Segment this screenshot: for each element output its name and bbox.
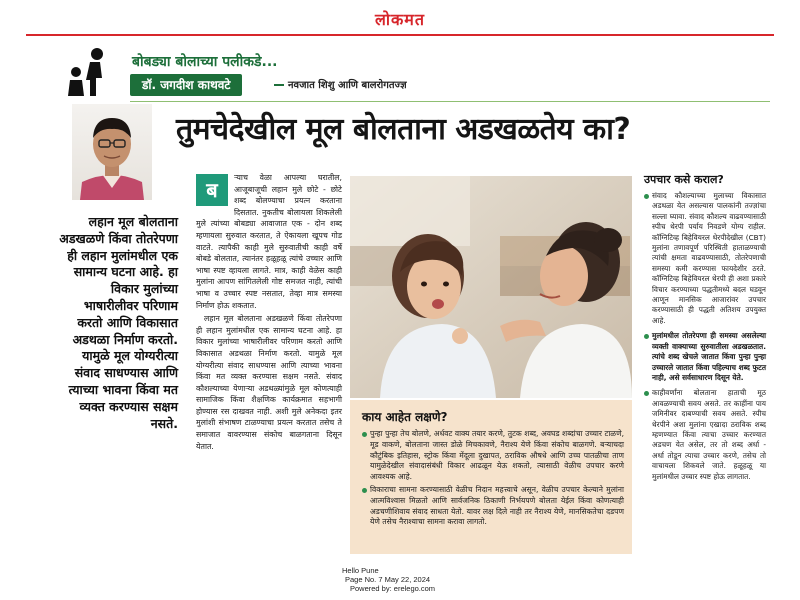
author-name: डॉ. जगदीश काथवटे	[130, 74, 242, 96]
pull-quote: लहान मूल बोलताना अडखळणे किंवा तोतरेपणा ही लहान मुलांमधील एक सामान्य घटना आहे. हा विकार मुलांच्या भाषारीलीवर परिणाम करतो आणि विकासात अडथळा निर्माण करतो. यामुळे मूल योग्यरीत्या संवाद साधण्यास आणि त्याच्या भावना किंवा मत व्यक्त करण्यास सक्षम नसते.	[59, 214, 178, 431]
treatment-list	[644, 191, 766, 482]
symptom-item: पुन्हा पुन्हा तेच बोलणे, अर्धवट वाक्य तयार करणे, तुटक शब्द, अवघड शब्दांचा उच्चार टाळणे, मूड वाकणे, बोलताना जास्त डोळे मिचकावणे, नैराश्य येणे किंवा संकोच बाळगणे. बऱ्याचदा कौटुंबिक इतिहास, स्ट्रोक किंवा मेंदूला दुखापत, ठराविक औषधे आणि उच्च पातळीचा ताण यामुळेदेखील संवादासंबंधी विकार आढळून येऊ शकतो, त्यासाठी वेळीच उपचार करणे आवश्यक आहे.	[362, 429, 624, 483]
newspaper-logo: लोकमत	[375, 10, 425, 29]
masthead	[26, 4, 774, 32]
page-footer	[326, 566, 526, 593]
symptom-item: विकाराचा सामना करण्यासाठी वेळीच निदान महत्त्वाचे असून, वेळीच उपचार केल्याने मुलांना आत्मविश्वास मिळतो आणि सार्वजनिक ठिकाणी निर्भयपणे बोलता येईल किंवा कोणत्याही अडचणीशिवाय संवाद साधता येतो. यावर लक्ष दिले नाही तर नैराश्य येणे, मानसिकतेचा दडपण येणे तसेच नैराश्याचा सामना करावा लागतो.	[362, 485, 624, 528]
header-rule	[130, 101, 770, 102]
article-body	[196, 172, 342, 454]
treatment-item: काहीवर्णांना बोलताना हाताची मूठ आवळण्याची सवय असते. तर काहींना पाय जमिनीवर दाबण्याची सवय असते. स्पीच थेरपीने अशा मुलांना एखादा ठराविक शब्द म्हणण्यात किंवा त्याचा उच्चार करण्यात अडचण येत असेल, तर तो शब्द अर्धा - अर्धा तोडून त्याचा उच्चार करणे, तसेच तो वाचायला शिकवले जाते. हळूहळू या मुलांमधील उच्चार स्पष्ट होऊ लागतात.	[644, 388, 766, 482]
body-paragraph: लहान मूल बोलताना अडखळणे किंवा तोतरेपणा ही लहान मुलांमधील एक सामान्य घटना आहे. हा विकार मुलांच्या भाषारीलीवर परिणाम करतो आणि विकासात अडथळा निर्माण करतो. यामुळे मूल योग्यरीत्या संवाद साधण्यास आणि त्याच्या भावना किंवा मत व्यक्त करण्यास सक्षम नसते. संवाद कौशल्याच्या येणाऱ्या अडथळ्यांमुळे मूल कोणत्याही सामाजिक किंवा शैक्षणिक कार्यक्रमात सहभागी होण्यास रस दाखवत नाही. अशी मुले अनेकदा इतर मुलांशी संभाषण टाळण्याचा प्रयत्न करतात तसेच ते समाजात वावरण्यास संकोच बाळगताना दिसून येतात.	[196, 314, 342, 451]
treatment-item: संवाद कौशल्याच्या मुलाच्या विकासात अडथळा येत असल्यास पालकांनी तज्ज्ञांचा सल्ला घ्यावा. संवाद कौशल्य वाढवण्यासाठी स्पीच थेरपी पर्याय निवडणे योग्य राहील. कॉग्निटिव्ह बिहेवियरल थेरपीदेखील (CBT) मुलांना तणावपूर्ण परिस्थिती हाताळण्याची त्यांची क्षमता वाढवण्यासाठी, तोतरेपणाची समस्या कमी करण्यास फायदेशीर ठरते. कॉग्निटिव्ह बिहेवियरल थेरपी ही अशा प्रकारे विचार करण्याच्या पद्धतीमध्ये बदल घडवून आणून मानसिक आजारांवर उपचार करण्यासाठी ही पद्धती अतिशय उपयुक्त आहे.	[644, 191, 766, 326]
drop-cap: ब	[196, 174, 228, 206]
column-kicker: बोबड्या बोलाच्या पलीकडे...	[132, 54, 278, 70]
treatment-heading: उपचार कसे कराल?	[644, 173, 724, 186]
column-person-icon	[66, 46, 112, 100]
treatment-column	[644, 172, 766, 487]
footer-edition: Hello Pune	[342, 566, 379, 575]
treatment-item: मुलांमधील तोतरेपणा ही समस्या असलेल्या व्यक्ती वाक्याच्या सुरुवातीला अडखळतात. त्यांचे शब्द खेचले जातात किंवा पुन्हा पुन्हा उच्चारले जातात किंवा पहिल्याच शब्द फुटत नाही, असे सर्वसाधारण दिसून येते.	[644, 331, 766, 383]
symptoms-box	[350, 400, 632, 554]
article-headline: तुमचेदेखील मूल बोलताना अडखळतेय का?	[176, 112, 631, 147]
masthead-rule	[26, 34, 774, 36]
article-photo	[350, 176, 632, 398]
footer-page-date: Page No. 7 May 22, 2024	[345, 575, 431, 584]
author-role: नवजात शिशु आणि बालरोगतज्ज्ञ	[288, 80, 407, 91]
author-separator	[274, 84, 284, 86]
body-paragraph: ऱ्याच वेळा आपल्या घरातील, आजूबाजूची लहान मुले छोटे - छोटे शब्द बोलण्याचा प्रयत्न करताना दिसतात. नुकतीच बोलायला शिकलेली मुले त्यांच्या बोबड्या आवाजात एक - दोन शब्द म्हणायला सुरुवात करतात, ते ऐकायला खूपच गोड वाटते. त्यापैकी काही मुले सुरुवातीची काही वर्षे बोबडे बोलतात, त्यानंतर हळूहळू त्यांचे उच्चार आणि भाषा स्पष्ट व्हायला लागते. मात्र, काही वेळेस काही मुलांना आपण सांगितलेली गोष्ट समजत नाही, त्यांची भाषा व उच्चार स्पष्ट नसतात, तेव्हा मात्र समस्या निर्माण होऊ शकतात.	[196, 173, 342, 310]
newspaper-page	[26, 4, 774, 596]
author-photo	[72, 104, 152, 200]
symptoms-heading: काय आहेत लक्षणे?	[362, 410, 448, 424]
footer-powered-by: Powered by: erelego.com	[350, 584, 436, 593]
symptoms-list	[362, 429, 624, 528]
